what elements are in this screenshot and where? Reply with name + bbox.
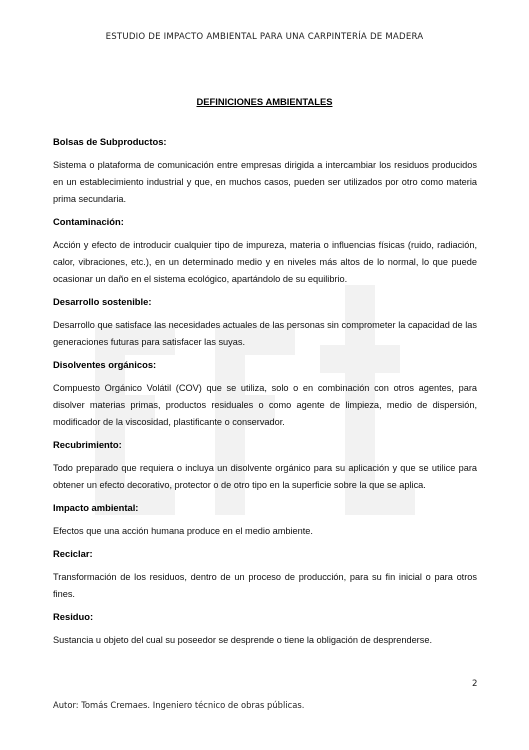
definition-item (53, 359, 477, 431)
definition-term: Desarrollo sostenible: (53, 296, 152, 307)
definition-text: Transformación de los residuos, dentro de un proceso de producción, para su fin inicial o para otros fines. (53, 572, 477, 599)
definition-term: Reciclar: (53, 548, 93, 559)
page-header: ESTUDIO DE IMPACTO AMBIENTAL PARA UNA CARPINTERÍA DE MADERA (105, 32, 424, 42)
definition-text: Sistema o plataforma de comunicación entre empresas dirigida a intercambiar los residuos producidos en un establecimiento industrial y que, en muchos casos, pueden ser utilizados por otro como materia prima secundaria. (53, 160, 477, 204)
definition-text: Compuesto Orgánico Volátil (COV) que se utiliza, solo o en combinación con otros agentes, para disolver materias primas, productos residuales o como agente de limpieza, medio de dispersión, modificador de la viscosidad, plastificante o conservador. (53, 383, 477, 427)
definition-item (53, 548, 477, 603)
definition-item (53, 611, 477, 649)
definition-term: Disolventes orgánicos: (53, 359, 157, 370)
page-footer: Autor: Tomás Cremaes. Ingeniero técnico de obras públicas. (53, 700, 305, 710)
definition-text: Efectos que una acción humana produce en el medio ambiente. (53, 526, 313, 536)
page-number: 2 (472, 679, 478, 689)
definition-term: Residuo: (53, 611, 94, 622)
definition-item (53, 136, 477, 208)
definition-text: Desarrollo que satisface las necesidades actuales de las personas sin comprometer la capacidad de las generaciones futuras para satisfacer las suyas. (53, 320, 477, 347)
definition-term: Impacto ambiental: (53, 502, 139, 513)
definition-term: Bolsas de Subproductos: (53, 136, 167, 147)
definition-text: Todo preparado que requiera o incluya un disolvente orgánico para su aplicación y que se utilice para obtener un efecto decorativo, protector o de otro tipo en la superficie sobre la que se aplica. (53, 463, 477, 490)
definition-term: Recubrimiento: (53, 439, 122, 450)
definition-term: Contaminación: (53, 216, 124, 227)
definitions-list (53, 136, 477, 657)
definition-text: Sustancia u objeto del cual su poseedor se desprende o tiene la obligación de desprenderse. (53, 635, 432, 645)
definition-item (53, 216, 477, 288)
definition-item (53, 502, 477, 540)
definition-text: Acción y efecto de introducir cualquier tipo de impureza, materia o influencias físicas (ruido, radiación, calor, vibraciones, etc.), en un determinado medio y en niveles más altos de lo normal, lo que puede ocasionar un daño en el sistema ecológico, apartándolo de su equilibrio. (53, 240, 477, 284)
definition-item (53, 439, 477, 494)
definition-item (53, 296, 477, 351)
section-title: DEFINICIONES AMBIENTALES (196, 96, 333, 107)
